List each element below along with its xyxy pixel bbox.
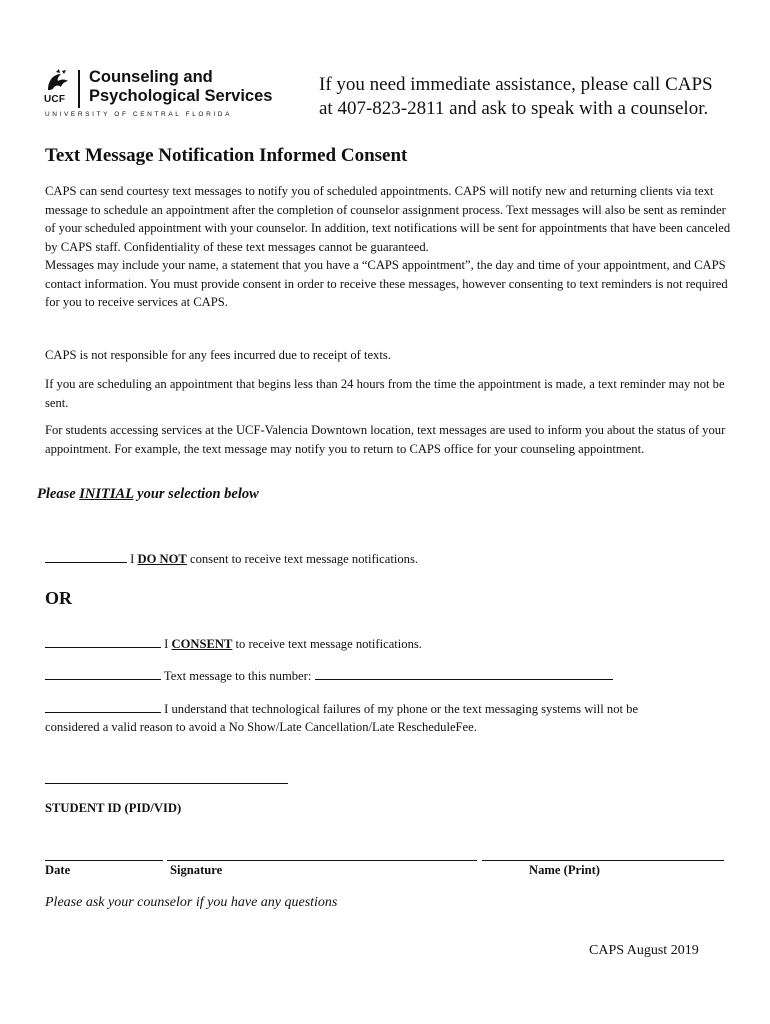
option-do-not-consent xyxy=(45,550,735,568)
logo-divider xyxy=(78,70,80,108)
footer-version: CAPS August 2019 xyxy=(589,943,699,958)
option-consent xyxy=(45,635,735,653)
initial-prompt-before: Please xyxy=(37,486,80,502)
do-not-prefix: I xyxy=(127,552,138,566)
paragraph-courtesy-texts: CAPS can send courtesy text messages to notify you of scheduled appointments. CAPS will notify new and returning clients via text message to schedule an appointment after the completion of counselor assignment process. Text messages will also be sent as reminder of your scheduled appointment with your counselor. In addition, text notifications will be sent for appointments that have been canceled by CAPS staff. Confidentiality of these text messages cannot be guaranteed. xyxy=(45,184,731,254)
logo-ucf-text: UCF xyxy=(44,94,66,105)
student-id-field[interactable] xyxy=(45,783,288,784)
assistance-notice xyxy=(319,73,759,121)
understand-text: I understand that technological failures of my phone or the text messaging systems will not be xyxy=(161,702,639,716)
assistance-line1: If you need immediate assistance, please call CAPS xyxy=(319,74,713,95)
consent-prefix: I xyxy=(161,637,172,651)
paragraph-message-content: Messages may include your name, a statement that you have a “CAPS appointment”, the day and time of your appointment, and CAPS contact information. You must provide consent in order to receive these messages, however consenting to text reminders is not required for you to receive services at CAPS. xyxy=(45,258,728,309)
signature-label: Signature xyxy=(170,863,223,877)
date-field[interactable] xyxy=(45,860,163,861)
name-print-label: Name (Print) xyxy=(529,863,600,877)
initial-prompt-after: your selection below xyxy=(133,486,259,502)
option-understand xyxy=(45,700,735,736)
initial-blank-phone[interactable] xyxy=(45,667,161,680)
consent-suffix: to receive text message notifications. xyxy=(232,637,422,651)
date-label: Date xyxy=(45,863,71,877)
phone-number-label: Text message to this number: xyxy=(161,669,315,683)
or-separator: OR xyxy=(45,588,72,608)
option-phone-number xyxy=(45,667,735,685)
phone-number-field[interactable] xyxy=(315,667,613,680)
initial-prompt xyxy=(37,486,259,503)
closing-note: Please ask your counselor if you have any questions xyxy=(45,895,338,910)
do-not-emph: DO NOT xyxy=(137,552,187,566)
intro-paragraphs xyxy=(45,182,735,312)
understand-line2: considered a valid reason to avoid a No Show/Late Cancellation/Late RescheduleFee. xyxy=(45,720,477,734)
initial-blank-do-not[interactable] xyxy=(45,550,127,563)
paragraph-24-hours: If you are scheduling an appointment that begins less than 24 hours from the time the appointment is made, a text reminder may not be sent. xyxy=(45,377,725,410)
student-id-label: STUDENT ID (PID/VID) xyxy=(45,801,182,815)
logo-name-line1: Counseling and xyxy=(89,68,213,86)
logo-department-name xyxy=(89,68,272,106)
assistance-line2: at 407-823-2811 and ask to speak with a counselor. xyxy=(319,98,709,119)
logo-university-name: UNIVERSITY OF CENTRAL FLORIDA xyxy=(45,111,233,118)
initial-blank-understand[interactable] xyxy=(45,700,161,713)
logo-name-line2: Psychological Services xyxy=(89,87,273,105)
initial-prompt-emph: INITIAL xyxy=(79,486,134,502)
initial-blank-consent[interactable] xyxy=(45,635,161,648)
signature-field[interactable] xyxy=(167,860,477,861)
name-print-field[interactable] xyxy=(482,860,724,861)
paragraph-valencia: For students accessing services at the UCF-Valencia Downtown location, text messages are used to inform you about the status of your appointment. For example, the text message may notify you to return to CAPS office for your counseling appointment. xyxy=(45,423,726,456)
paragraph-fees: CAPS is not responsible for any fees incurred due to receipt of texts. xyxy=(45,348,391,362)
understand-line1 xyxy=(45,700,735,718)
do-not-suffix: consent to receive text message notifications. xyxy=(186,552,419,566)
page-title: Text Message Notification Informed Consent xyxy=(45,145,408,166)
consent-emph: CONSENT xyxy=(171,637,233,651)
